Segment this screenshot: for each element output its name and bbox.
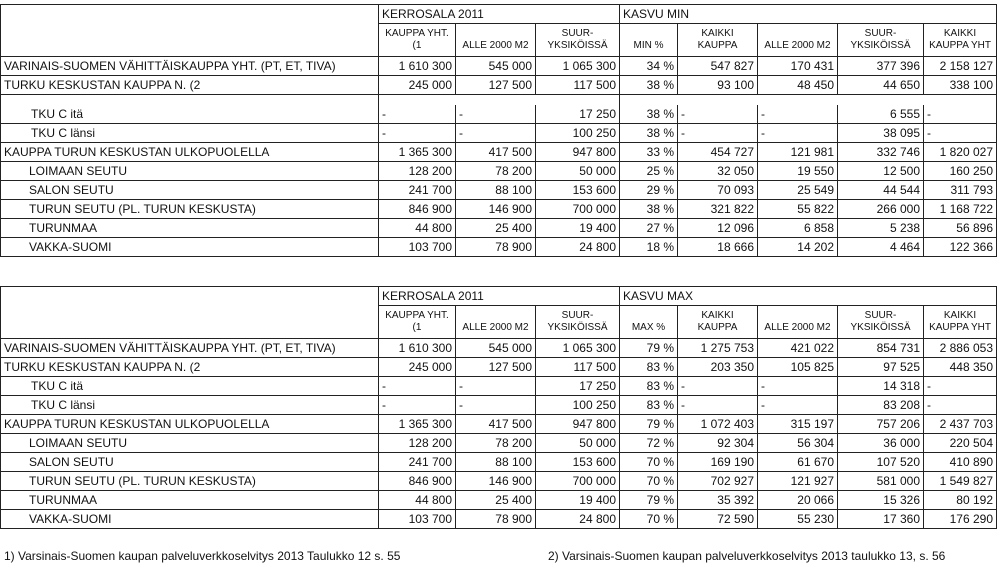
row-label: VARINAIS-SUOMEN VÄHITTÄISKAUPPA YHT. (PT, ET, TIVA) (1, 339, 379, 358)
table-cell: 88 100 (456, 453, 536, 472)
table-cell: 33 % (620, 143, 678, 162)
table-cell: 15 326 (838, 491, 924, 510)
table-cell: 79 % (620, 491, 678, 510)
table-cell: 56 304 (758, 434, 838, 453)
table-cell: 12 096 (678, 219, 758, 238)
table-row (1, 124, 997, 143)
table-cell: 127 500 (456, 76, 536, 95)
table-cell: 947 800 (536, 415, 620, 434)
table-cell: 146 900 (456, 472, 536, 491)
table-cell: 220 504 (924, 434, 997, 453)
group-header-kerrosala: KERROSALA 2011 (379, 5, 620, 24)
table-cell: 70 % (620, 453, 678, 472)
table-cell: - (924, 105, 997, 124)
table-cell: 32 050 (678, 162, 758, 181)
table-row (1, 219, 997, 238)
col-header: MAX % (620, 306, 678, 339)
table-cell: 241 700 (379, 453, 456, 472)
table-cell: 245 000 (379, 76, 456, 95)
table-cell: 38 % (620, 76, 678, 95)
table-cell: - (456, 377, 536, 396)
col-header: ALLE 2000 M2 (456, 24, 536, 57)
table-cell: 128 200 (379, 434, 456, 453)
table-cell: - (924, 124, 997, 143)
table-cell: 245 000 (379, 358, 456, 377)
table-cell: 1 365 300 (379, 415, 456, 434)
table-cell: 105 825 (758, 358, 838, 377)
col-header: KAIKKI KAUPPA YHT (924, 24, 997, 57)
group-header-kasvu-max: KASVU MAX (620, 287, 997, 306)
table-cell: 2 437 703 (924, 415, 997, 434)
table-cell: 1 065 300 (536, 339, 620, 358)
col-header: SUUR- YKSIKÖISSÄ (838, 306, 924, 339)
table-cell: - (678, 377, 758, 396)
table-cell: 24 800 (536, 238, 620, 257)
group-header-kasvu-min: KASVU MIN (620, 5, 997, 24)
table-row (1, 377, 997, 396)
table-row (1, 200, 997, 219)
table-cell: - (379, 396, 456, 415)
table-cell: 146 900 (456, 200, 536, 219)
table-cell: 61 670 (758, 453, 838, 472)
table-row (1, 57, 997, 76)
table-cell: - (678, 124, 758, 143)
table-kasvu-max (0, 286, 997, 529)
table-cell: 176 290 (924, 510, 997, 529)
table-cell: - (758, 124, 838, 143)
table-cell: 18 666 (678, 238, 758, 257)
col-header: ALLE 2000 M2 (758, 24, 838, 57)
table-cell: 70 % (620, 472, 678, 491)
table-cell: 545 000 (456, 57, 536, 76)
table-cell: 83 208 (838, 396, 924, 415)
table-cell: 421 022 (758, 339, 838, 358)
col-header: SUUR- YKSIKÖISSÄ (838, 24, 924, 57)
table-row (1, 434, 997, 453)
row-label: TURUN SEUTU (PL. TURUN KESKUSTA) (1, 472, 379, 491)
table-cell: 44 544 (838, 181, 924, 200)
row-label: VARINAIS-SUOMEN VÄHITTÄISKAUPPA YHT. (PT, ET, TIVA) (1, 57, 379, 76)
col-header: SUUR- YKSIKÖISSÄ (536, 24, 620, 57)
table-cell: 170 431 (758, 57, 838, 76)
table-row (1, 339, 997, 358)
table-cell: - (758, 396, 838, 415)
table-row (1, 105, 997, 124)
row-label: SALON SEUTU (1, 181, 379, 200)
table-cell: 311 793 (924, 181, 997, 200)
row-label: TURUNMAA (1, 219, 379, 238)
table-row (1, 491, 997, 510)
table-cell: 44 800 (379, 491, 456, 510)
table-cell: - (678, 105, 758, 124)
table-cell: 25 % (620, 162, 678, 181)
table-cell: 18 % (620, 238, 678, 257)
table-cell: 17 360 (838, 510, 924, 529)
table-cell: 78 900 (456, 510, 536, 529)
table-cell: 121 981 (758, 143, 838, 162)
table-cell: 97 525 (838, 358, 924, 377)
table-cell: 153 600 (536, 453, 620, 472)
table-cell: 266 000 (838, 200, 924, 219)
table-cell: 454 727 (678, 143, 758, 162)
table-cell: - (758, 105, 838, 124)
row-label: KAUPPA TURUN KESKUSTAN ULKOPUOLELLA (1, 415, 379, 434)
table-cell: 78 200 (456, 162, 536, 181)
table-cell: 338 100 (924, 76, 997, 95)
table-cell: 100 250 (536, 124, 620, 143)
table-cell: 1 549 827 (924, 472, 997, 491)
table-cell: 377 396 (838, 57, 924, 76)
table-cell: 19 400 (536, 491, 620, 510)
table-cell: - (379, 377, 456, 396)
row-label: LOIMAAN SEUTU (1, 434, 379, 453)
table-cell: 103 700 (379, 238, 456, 257)
col-header: SUUR- YKSIKÖISSÄ (536, 306, 620, 339)
table-cell: 103 700 (379, 510, 456, 529)
table-cell: 581 000 (838, 472, 924, 491)
table-cell: 50 000 (536, 162, 620, 181)
table-cell: 80 192 (924, 491, 997, 510)
table-cell: 117 500 (536, 358, 620, 377)
table-row (1, 162, 997, 181)
table-cell: 169 190 (678, 453, 758, 472)
row-label: SALON SEUTU (1, 453, 379, 472)
footnote-1: 1) Varsinais-Suomen kaupan palveluverkkoselvitys 2013 Taulukko 12 s. 55 (4, 549, 401, 563)
table-cell: 24 800 (536, 510, 620, 529)
table-cell: 79 % (620, 339, 678, 358)
row-label: TKU C itä (1, 105, 379, 124)
table-cell: 38 095 (838, 124, 924, 143)
table-cell: 25 400 (456, 491, 536, 510)
table-cell: 1 275 753 (678, 339, 758, 358)
table-cell: 78 200 (456, 434, 536, 453)
table-cell: 545 000 (456, 339, 536, 358)
table-row (1, 510, 997, 529)
table-cell: - (678, 396, 758, 415)
table-cell: 17 250 (536, 377, 620, 396)
col-header: ALLE 2000 M2 (758, 306, 838, 339)
row-label: TURUNMAA (1, 491, 379, 510)
table-cell: 127 500 (456, 358, 536, 377)
table-cell: 1 168 722 (924, 200, 997, 219)
table-cell: 757 206 (838, 415, 924, 434)
table-cell: 153 600 (536, 181, 620, 200)
table-cell: 93 100 (678, 76, 758, 95)
table-cell: 1 065 300 (536, 57, 620, 76)
table-cell: 14 202 (758, 238, 838, 257)
row-label: TKU C länsi (1, 396, 379, 415)
table-cell: 79 % (620, 415, 678, 434)
table-cell: 92 304 (678, 434, 758, 453)
table-cell: - (924, 377, 997, 396)
table-cell: - (379, 105, 456, 124)
table-cell: 38 % (620, 124, 678, 143)
table-cell: 1 610 300 (379, 57, 456, 76)
table-kasvu-min (0, 4, 997, 257)
col-header: KAIKKI KAUPPA (678, 306, 758, 339)
table-cell: - (456, 105, 536, 124)
row-label: VAKKA-SUOMI (1, 510, 379, 529)
col-header: KAUPPA YHT. (1 (379, 306, 456, 339)
table-cell: 83 % (620, 377, 678, 396)
table-cell: 417 500 (456, 415, 536, 434)
table-row (1, 181, 997, 200)
col-header: KAIKKI KAUPPA (678, 24, 758, 57)
table-cell: - (924, 396, 997, 415)
table-cell: 947 800 (536, 143, 620, 162)
table-cell: 128 200 (379, 162, 456, 181)
table-cell: 332 746 (838, 143, 924, 162)
table-cell: 1 365 300 (379, 143, 456, 162)
table-cell: 117 500 (536, 76, 620, 95)
table-cell: 83 % (620, 358, 678, 377)
table-cell: 6 858 (758, 219, 838, 238)
table-row (1, 396, 997, 415)
table-cell: 55 230 (758, 510, 838, 529)
table-cell: 25 549 (758, 181, 838, 200)
table-cell: 25 400 (456, 219, 536, 238)
row-label: TKU C itä (1, 377, 379, 396)
table-cell: 50 000 (536, 434, 620, 453)
table-cell: 121 927 (758, 472, 838, 491)
col-header: ALLE 2000 M2 (456, 306, 536, 339)
table-cell: 1 072 403 (678, 415, 758, 434)
table-cell: 846 900 (379, 200, 456, 219)
spacer-row (1, 95, 997, 106)
table-cell: 55 822 (758, 200, 838, 219)
table-cell: 6 555 (838, 105, 924, 124)
table-row (1, 76, 997, 95)
table-cell: 700 000 (536, 472, 620, 491)
table-cell: 70 % (620, 510, 678, 529)
col-header: KAIKKI KAUPPA YHT (924, 306, 997, 339)
table-cell: 20 066 (758, 491, 838, 510)
group-header-kerrosala: KERROSALA 2011 (379, 287, 620, 306)
table-cell: 19 550 (758, 162, 838, 181)
row-label: TKU C länsi (1, 124, 379, 143)
table-cell: 78 900 (456, 238, 536, 257)
table-cell: 2 886 053 (924, 339, 997, 358)
table-cell: 241 700 (379, 181, 456, 200)
table-cell: 72 590 (678, 510, 758, 529)
table-cell: 417 500 (456, 143, 536, 162)
row-label: TURKU KESKUSTAN KAUPPA N. (2 (1, 358, 379, 377)
table-cell: 72 % (620, 434, 678, 453)
table-cell: 315 197 (758, 415, 838, 434)
table-row (1, 143, 997, 162)
table-row (1, 415, 997, 434)
table-cell: 35 392 (678, 491, 758, 510)
table-cell: 14 318 (838, 377, 924, 396)
table-cell: 4 464 (838, 238, 924, 257)
table-cell: 17 250 (536, 105, 620, 124)
table-cell: 5 238 (838, 219, 924, 238)
table-cell: 56 896 (924, 219, 997, 238)
table-cell: 44 650 (838, 76, 924, 95)
col-header: KAUPPA YHT. (1 (379, 24, 456, 57)
row-label: LOIMAAN SEUTU (1, 162, 379, 181)
table-cell: 12 500 (838, 162, 924, 181)
footnote-2: 2) Varsinais-Suomen kaupan palveluverkkoselvitys 2013 taulukko 13, s. 56 (548, 549, 946, 563)
table-cell: 547 827 (678, 57, 758, 76)
row-label: TURKU KESKUSTAN KAUPPA N. (2 (1, 76, 379, 95)
table-cell: 44 800 (379, 219, 456, 238)
table-row (1, 358, 997, 377)
table-row (1, 472, 997, 491)
table-cell: 2 158 127 (924, 57, 997, 76)
table-cell: 48 450 (758, 76, 838, 95)
row-label: VAKKA-SUOMI (1, 238, 379, 257)
table-cell: 122 366 (924, 238, 997, 257)
table-cell: 107 520 (838, 453, 924, 472)
table-cell: 410 890 (924, 453, 997, 472)
table-row (1, 238, 997, 257)
table-cell: 29 % (620, 181, 678, 200)
table-cell: 34 % (620, 57, 678, 76)
table-cell: 846 900 (379, 472, 456, 491)
table-cell: 203 350 (678, 358, 758, 377)
table-cell: 700 000 (536, 200, 620, 219)
table-cell: 83 % (620, 396, 678, 415)
table-cell: 88 100 (456, 181, 536, 200)
table-cell: - (456, 396, 536, 415)
col-header: MIN % (620, 24, 678, 57)
table-cell: 321 822 (678, 200, 758, 219)
table-cell: 448 350 (924, 358, 997, 377)
table-cell: 70 093 (678, 181, 758, 200)
row-label: TURUN SEUTU (PL. TURUN KESKUSTA) (1, 200, 379, 219)
table-cell: 36 000 (838, 434, 924, 453)
table-cell: 100 250 (536, 396, 620, 415)
table-cell: 1 820 027 (924, 143, 997, 162)
table-cell: 1 610 300 (379, 339, 456, 358)
table-cell: 19 400 (536, 219, 620, 238)
table-cell: 854 731 (838, 339, 924, 358)
table-cell: 27 % (620, 219, 678, 238)
table-cell: 38 % (620, 105, 678, 124)
table-cell: 160 250 (924, 162, 997, 181)
table-row (1, 453, 997, 472)
table-cell: - (379, 124, 456, 143)
table-cell: - (758, 377, 838, 396)
table-cell: 702 927 (678, 472, 758, 491)
table-cell: 38 % (620, 200, 678, 219)
table-cell: - (456, 124, 536, 143)
row-label: KAUPPA TURUN KESKUSTAN ULKOPUOLELLA (1, 143, 379, 162)
